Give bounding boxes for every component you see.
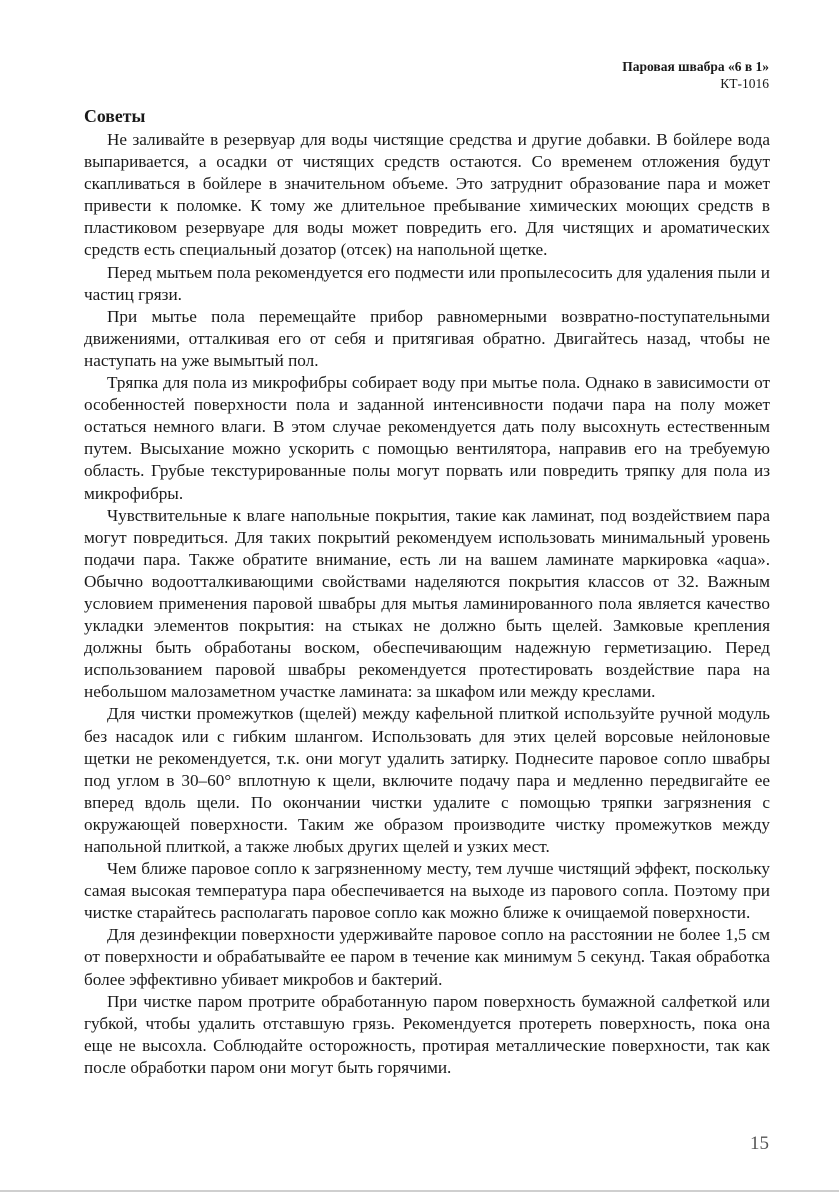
paragraph: Чувствительные к влаге напольные покрытия, такие как ламинат, под воздействием пара могут повредиться. Для таких покрытий рекомендуем использовать минимальный уровень подачи пара. Также обратите внимание, есть ли на вашем ламинате маркировка «aqua». Обычно водоотталкивающими свойствами наделяются покрытия классов от 32. Важным условием применения паровой швабры для мытья ламинированного пола является качество укладки элементов покрытия: на стыках не должно быть щелей. Замковые крепления должны быть обработаны воском, обеспечивающим надежную герметизацию. Перед использованием паровой швабры рекомендуется протестировать воздействие пара на небольшом малозаметном участке ламината: за шкафом или между креслами. xyxy=(84,505,770,702)
paragraph: При мытье пола перемещайте прибор равномерными возвратно-поступательными движениями, отталкивая его от себя и притягивая обратно. Двигайтесь назад, чтобы не наступать на уже вымытый пол. xyxy=(84,306,770,370)
tips-section xyxy=(84,103,770,1079)
page-bottom-divider xyxy=(0,1190,839,1192)
paragraph: Для дезинфекции поверхности удерживайте паровое сопло на расстоянии не более 1,5 см от поверхности и обрабатывайте ее паром в течение как минимум 5 секунд. Такая обработка более эффективно убивает микробов и бактерий. xyxy=(84,925,770,989)
paragraph: При чистке паром протрите обработанную паром поверхность бумажной салфеткой или губкой, чтобы удалить отставшую грязь. Рекомендуется протереть поверхность, пока она еще не высохла. Соблюдайте осторожность, протирая металлические поверхности, так как после обработки паром они могут быть горячими. xyxy=(84,991,770,1077)
product-model: КТ-1016 xyxy=(720,76,769,91)
page-number: 15 xyxy=(750,1133,769,1154)
page-header xyxy=(622,58,769,92)
paragraph: Не заливайте в резервуар для воды чистящие средства и другие добавки. В бойлере вода выпаривается, а осадки от чистящих средств остаются. Со временем отложения будут скапливаться в бойлере в значительном объеме. Это затруднит образование пара и может привести к поломке. К тому же длительное пребывание химических моющих средств в пластиковом резервуаре для воды может повредить его. Для чистящих и ароматических средств есть специальный дозатор (отсек) на напольной щетке. xyxy=(84,130,770,260)
paragraph: Перед мытьем пола рекомендуется его подмести или пропылесосить для удаления пыли и частиц грязи. xyxy=(84,262,770,304)
paragraph: Для чистки промежутков (щелей) между кафельной плиткой используйте ручной модуль без насадок или с гибким шлангом. Использовать для этих целей ворсовые нейлоновые щетки не рекомендуется, т.к. они могут удалить затирку. Поднесите паровое сопло швабры под углом в 30–60° вплотную к щели, включите подачу пара и медленно передвигайте ее вперед вдоль щели. По окончании чистки удалите с помощью тряпки загрязнения с окружающей поверхности. Таким же образом производите чистку промежутков между напольной плиткой, а также любых других щелей и узких мест. xyxy=(84,704,770,856)
paragraph: Тряпка для пола из микрофибры собирает воду при мытье пола. Однако в зависимости от особенностей поверхности пола и заданной интенсивности подачи пара на полу может остаться немного влаги. В этом случае рекомендуется дать полу высохнуть естественным путем. Высыхание можно ускорить с помощью вентилятора, направив его на требуемую область. Грубые текстурированные полы могут порвать или повредить тряпку для пола из микрофибры. xyxy=(84,373,770,503)
product-title: Паровая швабра «6 в 1» xyxy=(622,59,769,74)
section-heading: Советы xyxy=(84,106,146,126)
paragraph: Чем ближе паровое сопло к загрязненному месту, тем лучше чистящий эффект, поскольку самая высокая температура пара обеспечивается на выходе из парового сопла. Поэтому при чистке старайтесь располагать паровое сопло как можно ближе к очищаемой поверхности. xyxy=(84,859,770,923)
